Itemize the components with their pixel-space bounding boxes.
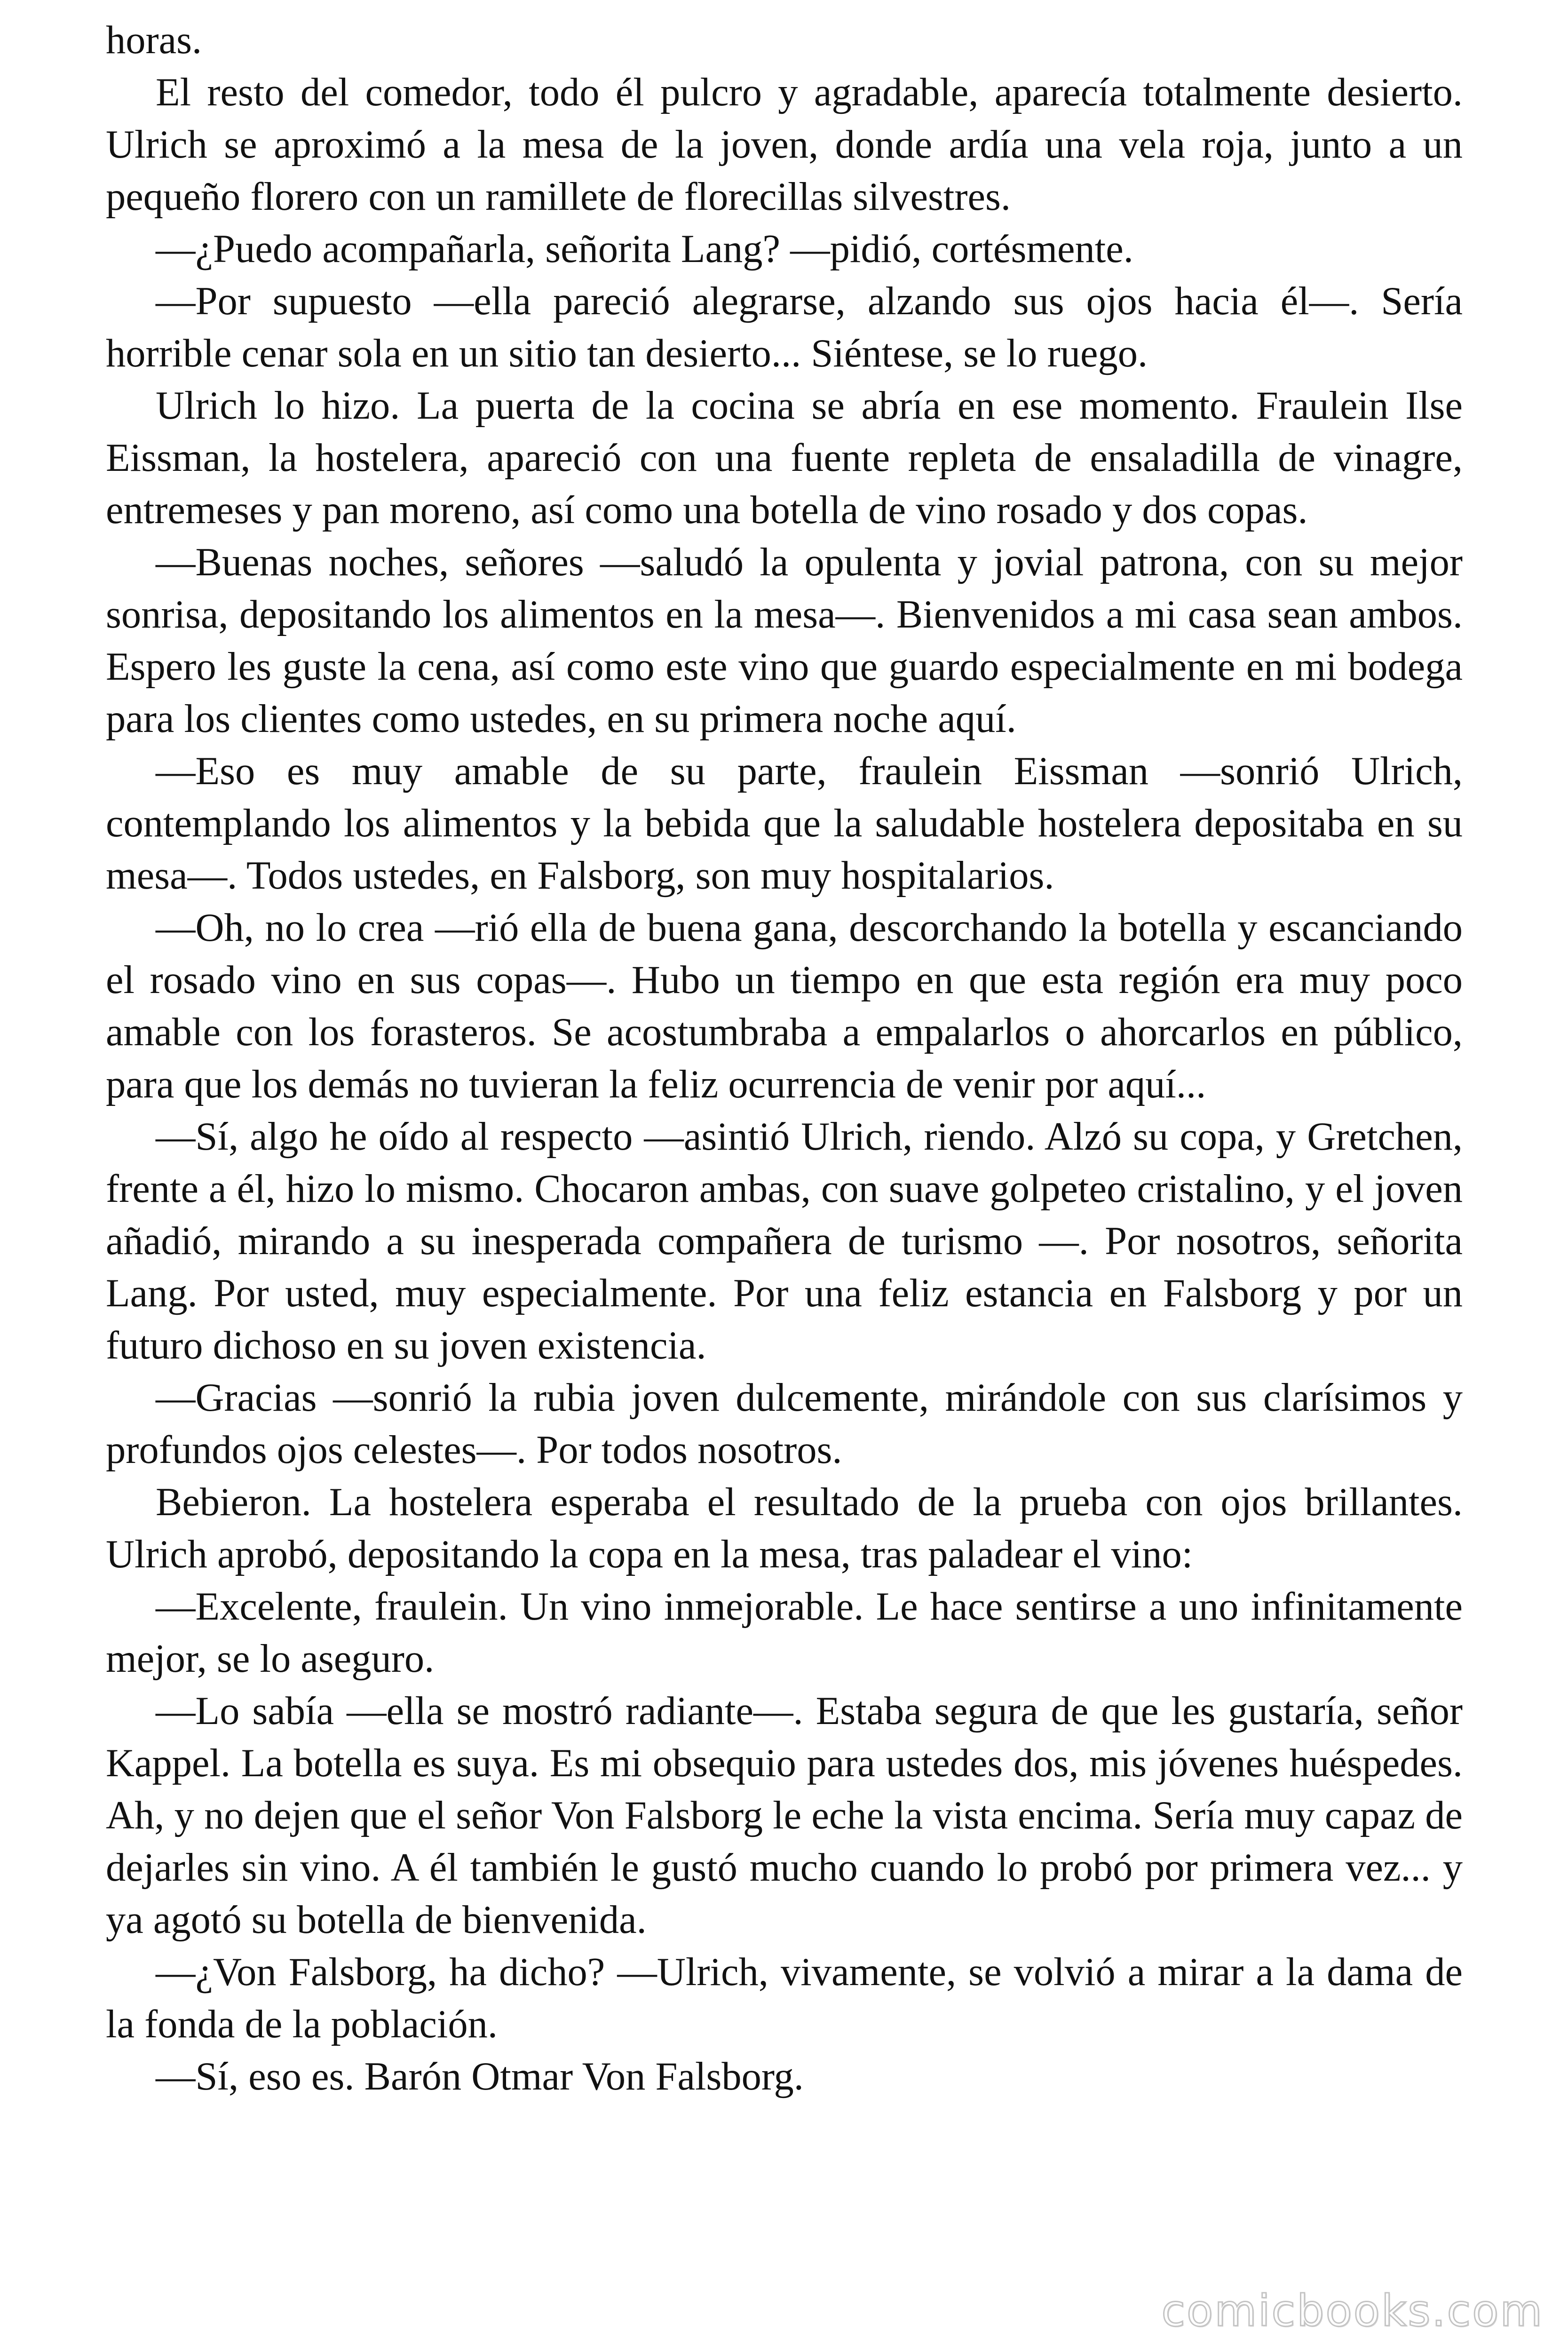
watermark: comicbooks.com — [1161, 2286, 1544, 2336]
dialogue-paragraph: —Oh, no lo crea —rió ella de buena gana, descorchando la botella y escanciando el rosado vino en sus copas—. Hubo un tiempo en que esta región era muy poco amable con los forasteros. Se acostumbraba a empalarlos o ahorcarlos en público, para que los demás no tuvieran la feliz ocurrencia de venir por aquí... — [106, 906, 1463, 1106]
paragraph: El resto del comedor, todo él pulcro y agradable, aparecía totalmente desierto. Ulrich se aproximó a la mesa de la joven, donde ardía una vela roja, junto a un pequeño florero con un ramillete de florecillas silvestres. — [106, 71, 1463, 219]
dialogue-paragraph: —Lo sabía —ella se mostró radiante—. Estaba segura de que les gustaría, señor Kappel. La botella es suya. Es mi obsequio para ustedes dos, mis jóvenes huéspedes. Ah, y no dejen que el señor Von Falsborg le eche la vista encima. Sería muy capaz de dejarles sin vino. A él también le gustó mucho cuando lo probó por primera vez... y ya agotó su botella de bienvenida. — [106, 1689, 1463, 1942]
dialogue-paragraph: —Buenas noches, señores —saludó la opulenta y jovial patrona, con su mejor sonrisa, depositando los alimentos en la mesa—. Bienvenidos a mi casa sean ambos. Espero les guste la cena, así como este vino que guardo especialmente en mi bodega para los clientes como ustedes, en su primera noche aquí. — [106, 540, 1463, 741]
book-page-text — [106, 14, 1463, 2103]
dialogue-paragraph: —¿Von Falsborg, ha dicho? —Ulrich, vivamente, se volvió a mirar a la dama de la fonda de la población. — [106, 1950, 1463, 2046]
dialogue-paragraph: —Excelente, fraulein. Un vino inmejorable. Le hace sentirse a uno infinitamente mejor, se lo aseguro. — [106, 1585, 1463, 1681]
paragraph: Ulrich lo hizo. La puerta de la cocina se abría en ese momento. Fraulein Ilse Eissman, la hostelera, apareció con una fuente repleta de ensaladilla de vinagre, entremeses y pan moreno, así como una botella de vino rosado y dos copas. — [106, 384, 1463, 532]
dialogue-paragraph: —Sí, eso es. Barón Otmar Von Falsborg. — [156, 2055, 804, 2098]
paragraph-continuation: horas. — [106, 18, 202, 62]
dialogue-paragraph: —Sí, algo he oído al respecto —asintió Ulrich, riendo. Alzó su copa, y Gretchen, frente a él, hizo lo mismo. Chocaron ambas, con suave golpeteo cristalino, y el joven añadió, mirando a su inesperada compañera de turismo —. Por nosotros, señorita Lang. Por usted, muy especialmente. Por una feliz estancia en Falsborg y por un futuro dichoso en su joven existencia. — [106, 1115, 1463, 1367]
dialogue-paragraph: —Gracias —sonrió la rubia joven dulcemente, mirándole con sus clarísimos y profundos ojos celestes—. Por todos nosotros. — [106, 1376, 1463, 1472]
dialogue-paragraph: —Eso es muy amable de su parte, fraulein Eissman —sonrió Ulrich, contemplando los alimentos y la bebida que la saludable hostelera depositaba en su mesa—. Todos ustedes, en Falsborg, son muy hospitalarios. — [106, 749, 1463, 898]
dialogue-paragraph: —Por supuesto —ella pareció alegrarse, alzando sus ojos hacia él—. Sería horrible cenar sola en un sitio tan desierto... Siéntese, se lo ruego. — [106, 279, 1463, 375]
paragraph: Bebieron. La hostelera esperaba el resultado de la prueba con ojos brillantes. Ulrich aprobó, depositando la copa en la mesa, tras paladear el vino: — [106, 1480, 1463, 1576]
dialogue-paragraph: —¿Puedo acompañarla, señorita Lang? —pidió, cortésmente. — [156, 227, 1133, 271]
